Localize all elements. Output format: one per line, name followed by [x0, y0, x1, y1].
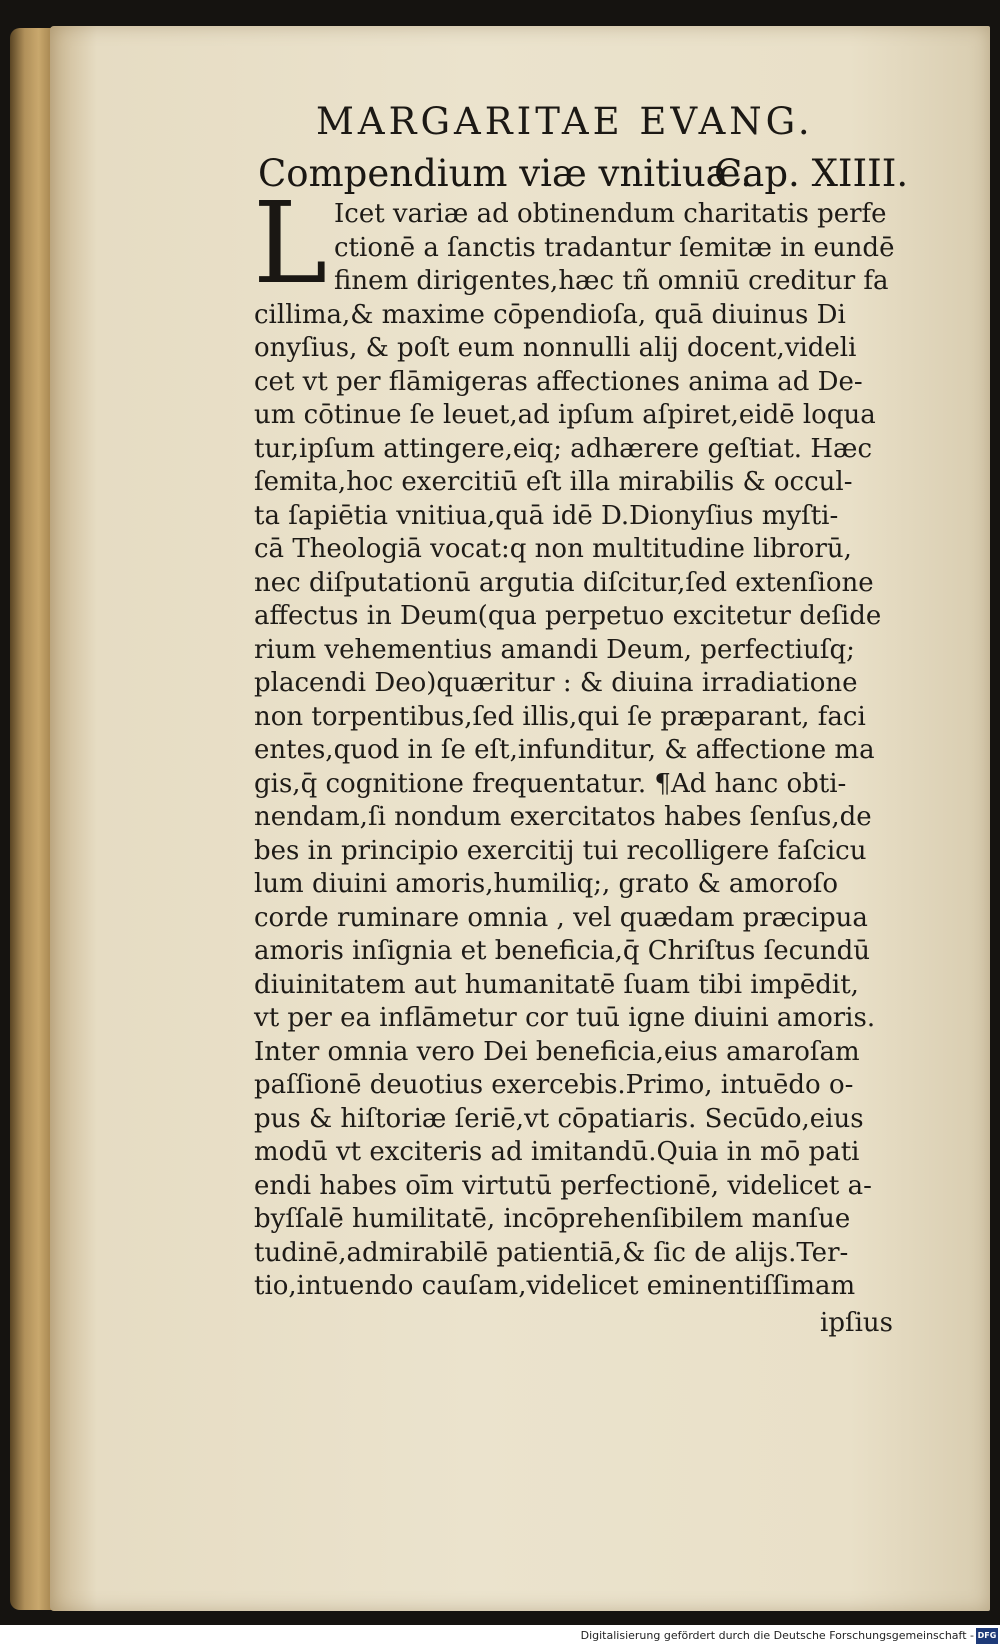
- text-line: diuinitatem aut humanitatē ſuam tibi impēdit,: [254, 969, 859, 1000]
- text-line: affectus in Deum(qua perpetuo excitetur deſide: [254, 601, 882, 631]
- chapter-number: Cap. XIIII.: [714, 152, 909, 195]
- text-line: placendi Deo)quæritur : & diuina irradiatione: [254, 668, 858, 698]
- chapter-heading: [258, 152, 908, 202]
- text-line: ctionē a ſanctis tradantur ſemitæ in eundē: [334, 232, 895, 263]
- text-line: byſſalē humilitatē, incōprehenſibilem manſue: [254, 1204, 851, 1234]
- text-line: pus & hiſtoriæ ſeriē,vt cōpatiaris. Secūdo,eius: [254, 1103, 864, 1134]
- body-text: [252, 179, 906, 1304]
- text-line: lum diuini amoris,humiliq;, grato & amoroſo: [254, 869, 839, 899]
- text-line: nec diſputationū argutia diſcitur,ſed extenſione: [254, 567, 874, 598]
- text-line: ſemita,hoc exercitiū eſt illa mirabilis & occul-: [254, 467, 853, 497]
- text-line: entes,quod in ſe eſt,infunditur, & affectione ma: [254, 735, 875, 765]
- text-line: finem dirigentes,hæc tñ omniū creditur fa: [334, 266, 889, 296]
- funding-note: Digitalisierung gefördert durch die Deutsche Forschungsgemeinschaft -: [580, 1629, 974, 1642]
- text-line: cet vt per flāmigeras affectiones anima ad De-: [254, 366, 863, 397]
- text-line: Icet variæ ad obtinendum charitatis perfe: [334, 199, 887, 229]
- text-line: cillima,& maxime cōpendioſa, quā diuinus Di: [254, 299, 846, 330]
- text-line: um cōtinue ſe leuet,ad ipſum aſpiret,eidē loqua: [254, 400, 876, 430]
- text-line: tudinē,admirabilē patientiā,& ſic de alijs.Ter-: [254, 1237, 849, 1268]
- text-line: corde ruminare omnia , vel quædam præcipua: [254, 902, 868, 933]
- text-line: paſſionē deuotius exercebis.Primo, intuēdo o-: [254, 1070, 854, 1100]
- footer-bar: [0, 1625, 1000, 1649]
- text-line: amoris inſignia et beneficia,q̄ Chriſtus ſecundū: [254, 936, 871, 966]
- text-line: vt per ea inflāmetur cor tuū igne diuini amoris.: [254, 1003, 876, 1033]
- text-line: tur,ipſum attingere,eiq; adhærere geſtiat. Hæc: [254, 433, 873, 464]
- chapter-title: Compendium viæ vnitiuæ.: [258, 152, 753, 195]
- text-line: ta ſapiētia vnitiua,quā idē D.Dionyſius myſti-: [254, 500, 839, 531]
- catchword: ipſius: [820, 1308, 893, 1338]
- text-line: onyſius, & poſt eum nonnulli alij docent,videli: [254, 333, 857, 363]
- text-line: bes in principio exercitij tui recolligere faſcicu: [254, 835, 867, 866]
- text-line: nendam,ſi nondum exercitatos habes ſenſus,de: [254, 802, 872, 832]
- text-line: endi habes oīm virtutū perfectionē, videlicet a-: [254, 1170, 872, 1201]
- drop-cap-initial: L: [252, 179, 328, 309]
- running-head: MARGARITAE EVANG.: [316, 100, 814, 143]
- text-line: gis,q̄ cognitione frequentatur. ¶Ad hanc obti-: [254, 768, 847, 799]
- text-line: modū vt exciteris ad imitandū.Quia in mō pati: [254, 1137, 860, 1167]
- dfg-logo: DFG: [976, 1628, 998, 1644]
- text-line: tio,intuendo cauſam,videlicet eminentiſſimam: [254, 1271, 856, 1301]
- text-line: non torpentibus,ſed illis,qui ſe præparant, faci: [254, 701, 866, 732]
- text-line: Inter omnia vero Dei beneficia,eius amaroſam: [254, 1036, 860, 1067]
- text-line: rium vehementius amandi Deum, perfectiuſq;: [254, 634, 855, 665]
- text-line: cā Theologiā vocat:q non multitudine librorū,: [254, 534, 852, 564]
